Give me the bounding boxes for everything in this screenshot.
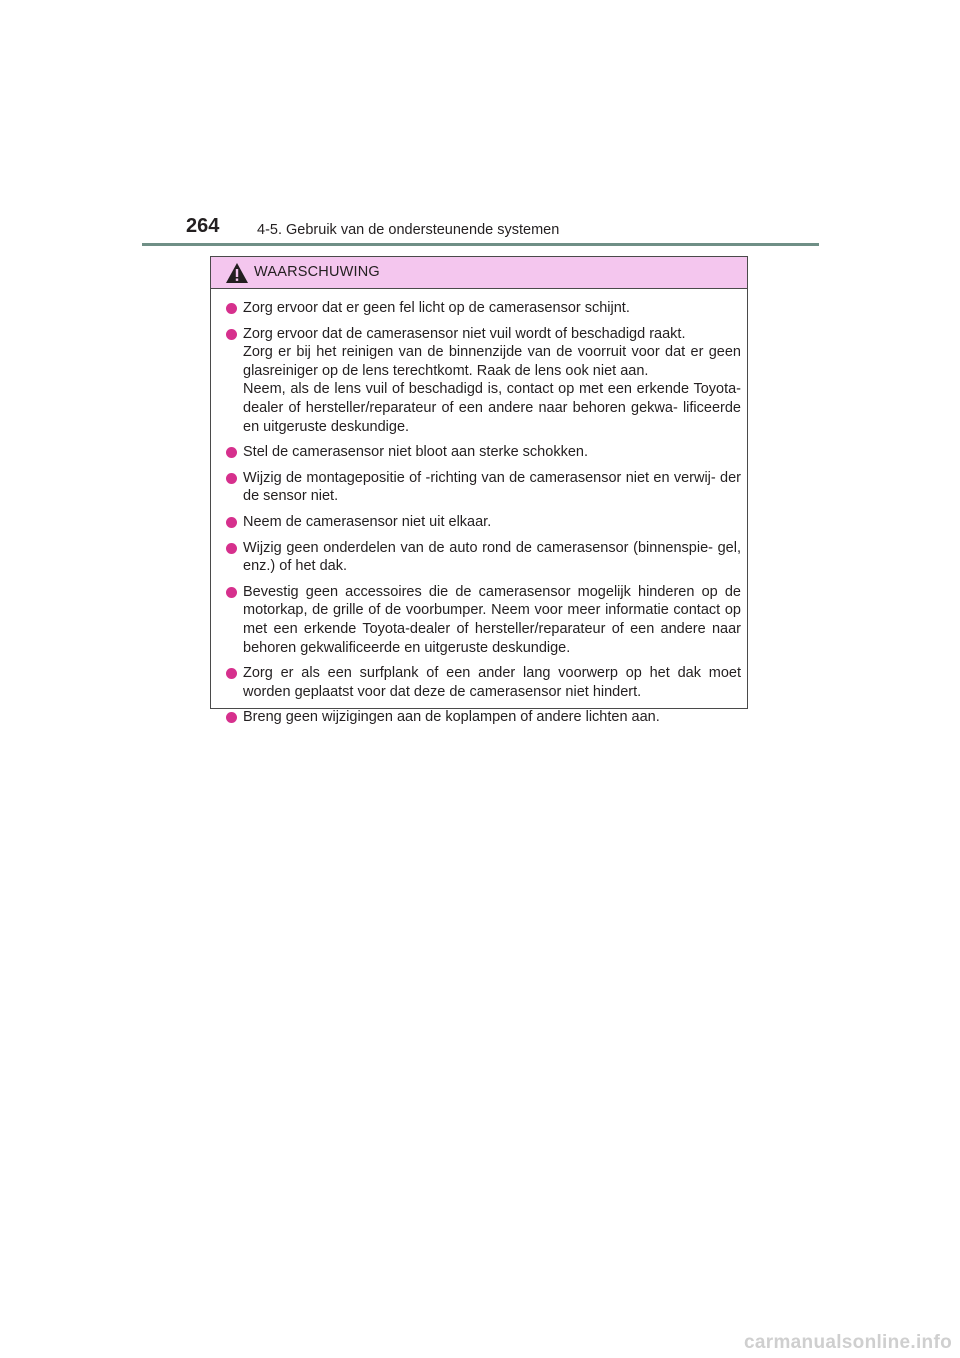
warning-item [226,469,741,506]
watermark: carmanualsonline.info [744,1332,952,1353]
warning-text: Wijzig de montagepositie of -richting van de camerasensor niet en verwij- der de sensor niet. [243,469,741,505]
header-divider [142,243,819,246]
warning-text: Stel de camerasensor niet bloot aan sterke schokken. [243,444,588,461]
bullet-icon [226,517,237,528]
warning-item [226,443,741,462]
warning-item [226,299,741,318]
warning-text: Zorg ervoor dat de camerasensor niet vuil wordt of beschadigd raakt. [243,325,686,342]
warning-item [226,513,741,532]
warning-text: Zorg er bij het reinigen van de binnenzijde van de voorruit voor dat er geen glasreiniger op de lens terechtkomt. Raak de lens ook niet aan. [243,344,741,379]
warning-text: Neem, als de lens vuil of beschadigd is, contact op met een erkende Toyota-dealer of hersteller/reparateur of een andere naar behoren gekwa- lificeerde en uitgeruste deskundige. [243,381,741,435]
warning-text: Neem de camerasensor niet uit elkaar. [243,513,492,530]
warning-box [210,256,748,726]
warning-item [226,325,741,437]
bullet-icon [226,543,237,554]
warning-header [211,257,747,289]
warning-text: Breng geen wijzigingen aan de koplampen of andere lichten aan. [243,709,660,726]
warning-text: Wijzig geen onderdelen van de auto rond de camerasensor (binnenspie- gel, enz.) of het dak. [243,539,741,575]
warning-text: Zorg ervoor dat er geen fel licht op de camerasensor schijnt. [243,300,630,316]
section-title: 4-5. Gebruik van de ondersteunende systemen [257,222,560,238]
bullet-icon [226,473,237,484]
warning-text: Zorg er als een surfplank of een ander lang voorwerp op het dak moet worden geplaatst voor dat deze de camerasensor niet hindert. [243,665,741,700]
bullet-icon [226,329,237,340]
warning-item [226,583,741,657]
page-number: 264 [186,215,220,237]
warning-text: Bevestig geen accessoires die de camerasensor mogelijk hinderen op de motorkap, de grille of de voorbumper. Neem voor meer informatie contact op met een erkende Toyota-dealer of hersteller/reparateur of een andere naar behoren gekwalificeerde en uitgeruste deskundige. [243,583,741,656]
warning-item [226,708,741,727]
warning-triangle-icon [225,262,249,284]
bullet-icon [226,303,237,314]
bullet-icon [226,587,237,598]
warning-item [226,664,741,701]
warning-title: WAARSCHUWING [254,264,380,280]
bullet-icon [226,668,237,679]
warning-item [226,539,741,576]
bullet-icon [226,447,237,458]
bullet-icon [226,712,237,723]
warning-list [211,289,747,727]
